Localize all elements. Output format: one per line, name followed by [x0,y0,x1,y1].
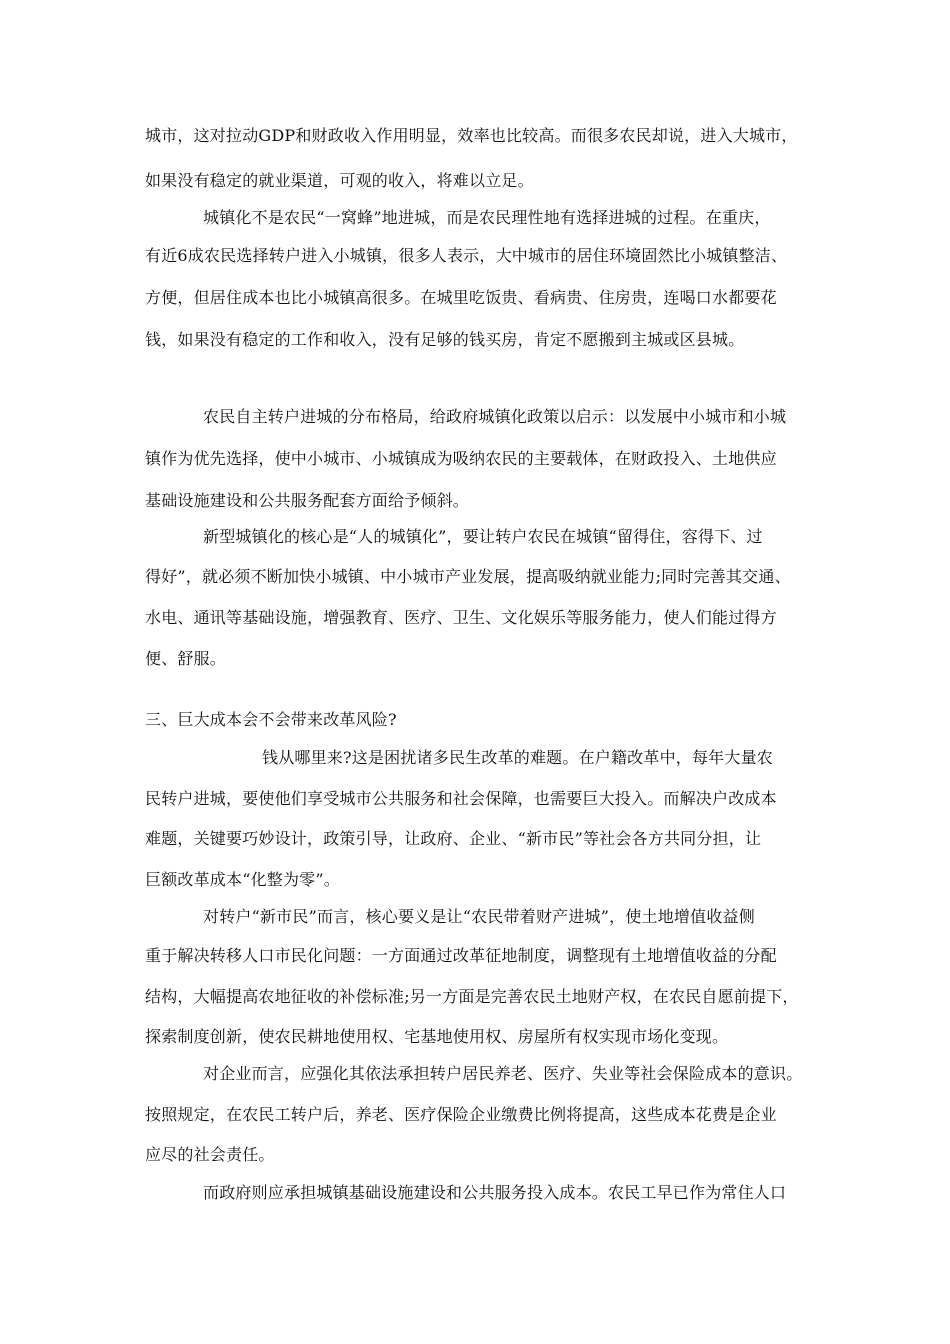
text-line: 民转户进城，要使他们享受城市公共服务和社会保障，也需要巨大投入。而解决户改成本 [145,789,777,808]
text-line: 巨额改革成本“化整为零”。 [145,870,340,889]
text-line: 城市，这对拉动GDP和财政收入作用明显，效率也比较高。而很多农民却说，进入大城市， [145,126,798,145]
text-line: 方便，但居住成本也比小城镇高很多。在城里吃饭贵、看病贵、住房贵，连喝口水都要花 [145,288,777,307]
section-heading: 三、巨大成本会不会带来改革风险? [145,710,397,729]
text-line: 便、舒服。 [145,649,227,668]
text-line: 镇作为优先选择，使中小城市、小城镇成为吸纳农民的主要载体，在财政投入、土地供应 [145,449,777,468]
text-line: 水电、通讯等基础设施，增强教育、医疗、卫生、文化娱乐等服务能力，使人们能过得方 [145,608,777,627]
paragraph-first-line: 农民自主转户进城的分布格局，给政府城镇化政策以启示：以发展中小城市和小城 [203,407,787,426]
text-line: 探索制度创新，使农民耕地使用权、宅基地使用权、房屋所有权实现市场化变现。 [145,1027,729,1046]
text-line: 有近6成农民选择转户进入小城镇，很多人表示，大中城市的居住环境固然比小城镇整洁、 [145,246,788,265]
paragraph-first-line: 钱从哪里来?这是困扰诸多民生改革的难题。在户籍改革中，每年大量农 [262,748,773,767]
paragraph-first-line: 对企业而言，应强化其依法承担转户居民养老、医疗、失业等社会保险成本的意识。 [203,1064,803,1083]
text-line: 如果没有稳定的就业渠道，可观的收入，将难以立足。 [145,171,534,190]
text-line: 基础设施建设和公共服务配套方面给予倾斜。 [145,491,470,510]
text-line: 钱，如果没有稳定的工作和收入，没有足够的钱买房，肯定不愿搬到主城或区县城。 [145,330,745,349]
text-line: 重于解决转移人口市民化问题：一方面通过改革征地制度，调整现有土地增值收益的分配 [145,946,777,965]
text-line: 难题，关键要巧妙设计，政策引导，让政府、企业、“新市民”等社会各方共同分担，让 [145,829,762,848]
text-line: 应尽的社会责任。 [145,1145,275,1164]
text-line: 结构，大幅提高农地征收的补偿标准;另一方面是完善农民土地财产权，在农民自愿前提下， [145,987,799,1006]
paragraph-first-line: 而政府则应承担城镇基础设施建设和公共服务投入成本。农民工早已作为常住人口 [203,1183,787,1202]
text-line: 按照规定，在农民工转户后，养老、医疗保险企业缴费比例将提高，这些成本花费是企业 [145,1105,777,1124]
paragraph-first-line: 对转户“新市民”而言，核心要义是让“农民带着财产进城”，使土地增值收益侧 [203,907,755,926]
paragraph-first-line: 新型城镇化的核心是“人的城镇化”，要让转户农民在城镇“留得住，容得下、过 [203,527,763,546]
paragraph-first-line: 城镇化不是农民“一窝蜂”地进城，而是农民理性地有选择进城的过程。在重庆， [203,208,771,227]
text-line: 得好”，就必须不断加快小城镇、中小城市产业发展，提高吸纳就业能力;同时完善其交通、 [145,567,791,586]
